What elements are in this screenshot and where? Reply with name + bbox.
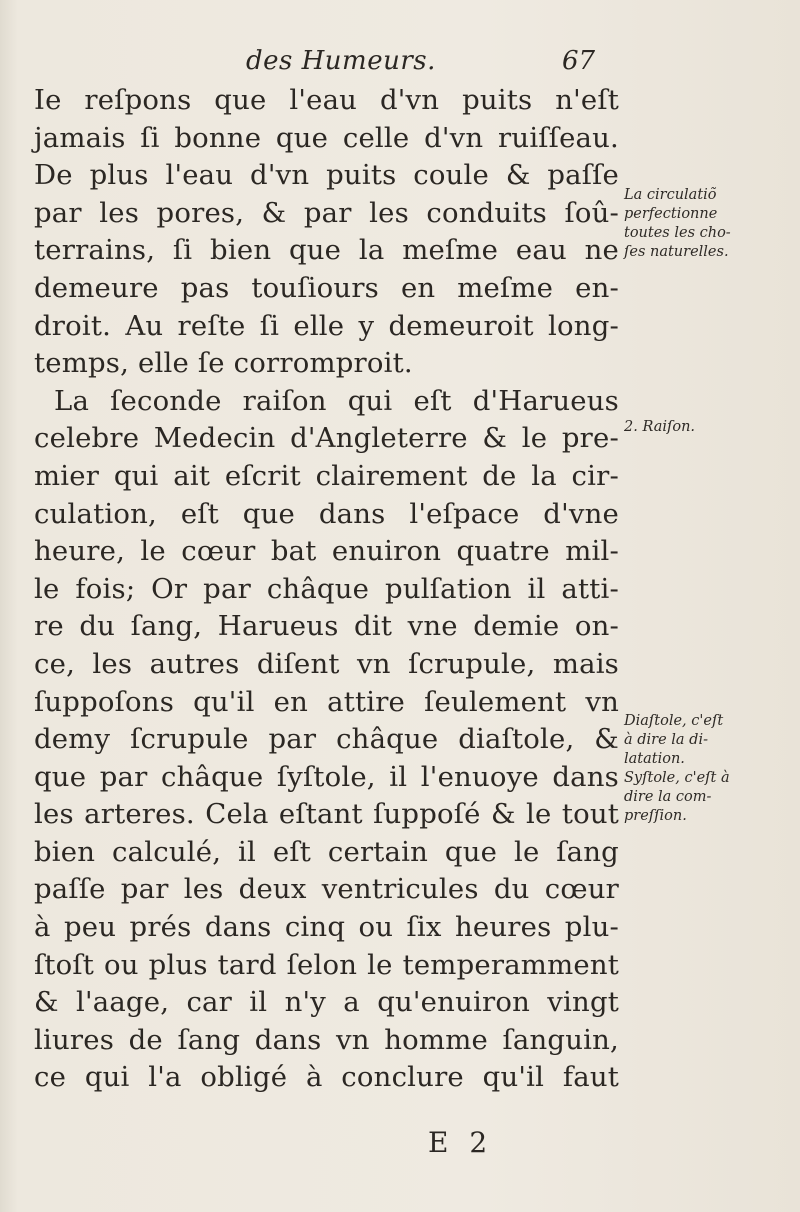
- text-line: droit. Au reſte ſi elle y demeuroit long-: [34, 309, 619, 342]
- sidenote-line: ſes naturelles.: [624, 244, 729, 260]
- text-line: ſuppoſons qu'il en attire ſeulement vn: [34, 685, 619, 718]
- sidenote-line: Syſtole, c'eſt à: [624, 770, 730, 786]
- text-line: le fois; Or par châque pulſation il atti-: [34, 572, 619, 605]
- sidenote-line: Diaſtole, c'eſt: [624, 713, 724, 729]
- text-line: heure, le cœur bat enuiron quatre mil-: [34, 535, 619, 568]
- text-line: ce, les autres diſent vn ſcrupule, mais: [34, 647, 619, 680]
- text-line: à peu prés dans cinq ou ſix heures plu-: [34, 911, 619, 944]
- text-line: culation, eſt que dans l'eſpace d'vne: [34, 497, 619, 530]
- text-line: liures de ſang dans vn homme ſanguin,: [34, 1023, 619, 1056]
- signature-mark: E 2: [428, 1126, 494, 1159]
- sidenote-line: dire la com-: [624, 789, 712, 805]
- sidenote-circulation: [624, 186, 731, 262]
- running-head: des Humeurs.: [246, 46, 436, 76]
- sidenote-line: toutes les cho-: [624, 225, 731, 241]
- page-number: 67: [562, 46, 596, 76]
- text-line: par les pores, & par les conduits ſoû-: [34, 196, 619, 229]
- text-line: mier qui ait eſcrit clairement de la cir-: [34, 459, 619, 492]
- page-header: [0, 46, 800, 86]
- sidenote-line: à dire la di-: [624, 732, 709, 748]
- main-text: [34, 82, 619, 1097]
- sidenote-line: La circulatiõ: [624, 187, 717, 203]
- text-line: terrains, ſi bien que la meſme eau ne: [34, 234, 619, 267]
- text-line: ſtoſt ou plus tard ſelon le temperamment: [34, 948, 619, 981]
- text-line: demy ſcrupule par châque diaſtole, &: [34, 723, 619, 756]
- text-line: jamais ſi bonne que celle d'vn ruiſſeau.: [34, 121, 619, 154]
- text-line: La ſeconde raiſon qui eſt d'Harueus: [54, 384, 619, 417]
- sidenote-line: 2. Raiſon.: [624, 419, 696, 435]
- sidenote-line: latation.: [624, 751, 685, 767]
- text-line: De plus l'eau d'vn puits coule & paſſe: [34, 159, 619, 192]
- text-line: les arteres. Cela eſtant ſuppoſé & le tout: [34, 798, 619, 831]
- text-line: re du ſang, Harueus dit vne demie on-: [34, 610, 619, 643]
- text-line: & l'aage, car il n'y a qu'enuiron vingt: [34, 986, 619, 1019]
- text-line: bien calculé, il eſt certain que le ſang: [34, 835, 619, 868]
- sidenote-line: perfectionne: [624, 206, 718, 222]
- text-line: paſſe par les deux ventricules du cœur: [34, 873, 619, 906]
- text-line: demeure pas touſiours en meſme en-: [34, 271, 619, 304]
- text-line: que par châque ſyſtole, il l'enuoye dans: [34, 760, 619, 793]
- sidenote-line: preſſion.: [624, 808, 687, 824]
- text-line: temps, elle ſe corromproit.: [34, 347, 413, 380]
- text-line: ce qui l'a obligé à conclure qu'il faut: [34, 1061, 619, 1094]
- sidenote-diastole: [624, 712, 730, 826]
- text-line: Ie reſpons que l'eau d'vn puits n'eſt: [34, 84, 619, 116]
- text-line: celebre Medecin d'Angleterre & le pre-: [34, 422, 619, 455]
- sidenote-raison: [624, 418, 695, 437]
